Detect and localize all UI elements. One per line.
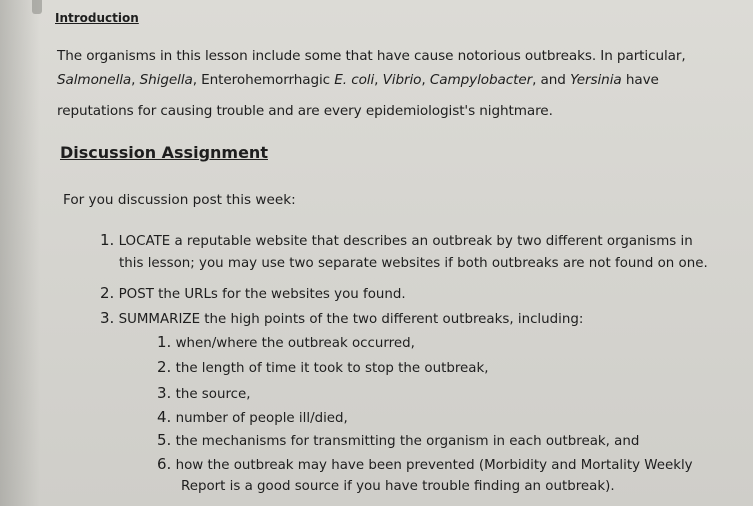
intro-tail: have (621, 72, 659, 88)
sublist-item (157, 384, 251, 402)
organism-salmonella: Salmonella (57, 72, 132, 88)
sublist-item (157, 408, 348, 426)
sublist-item (157, 333, 415, 351)
list-number: 3. (100, 309, 115, 327)
sublist-number: 2. (157, 358, 172, 376)
sublist-number: 4. (157, 408, 172, 426)
intro-line-3: reputations for causing trouble and are every epidemiologist's nightmare. (57, 103, 553, 119)
intro-separator: , (131, 72, 140, 88)
page-corner-shadow (32, 0, 42, 14)
intro-separator: , (374, 72, 383, 88)
organism-ecoli: E. coli (334, 72, 375, 88)
sublist-item-text: the length of time it took to stop the outbreak, (175, 361, 489, 376)
organism-campylobacter: Campylobacter (429, 72, 533, 88)
list-item-text: POST the URLs for the websites you found. (118, 287, 406, 302)
sublist-item (157, 455, 693, 473)
list-item-text: LOCATE a reputable website that describes an outbreak by two different organisms in (118, 234, 693, 249)
sublist-item-text: the source, (175, 387, 251, 402)
page-edge-shadow (0, 0, 40, 506)
list-item-continuation: this lesson; you may use two separate websites if both outbreaks are not found on one. (119, 256, 708, 271)
list-item-text: SUMMARIZE the high points of the two different outbreaks, including: (118, 312, 584, 327)
sublist-item-text: the mechanisms for transmitting the organism in each outbreak, and (175, 434, 640, 449)
sublist-number: 3. (157, 384, 172, 402)
sublist-number: 5. (157, 431, 172, 449)
list-item (100, 309, 583, 327)
sublist-item (157, 431, 639, 449)
intro-separator: , (421, 72, 430, 88)
intro-separator: , and (532, 72, 571, 88)
list-item (100, 231, 693, 249)
intro-line-2 (57, 72, 659, 88)
list-item (100, 284, 406, 302)
sublist-item-text: how the outbreak may have been prevented (Morbidity and Mortality Weekly (175, 458, 693, 473)
list-number: 2. (100, 284, 115, 302)
discussion-prompt: For you discussion post this week: (63, 192, 296, 208)
sublist-item-continuation: Report is a good source if you have trouble finding an outbreak). (181, 479, 615, 494)
discussion-heading: Discussion Assignment (60, 143, 268, 162)
sublist-item-text: when/where the outbreak occurred, (175, 336, 415, 351)
organism-yersinia: Yersinia (570, 72, 622, 88)
organism-shigella: Shigella (139, 72, 193, 88)
list-number: 1. (100, 231, 115, 249)
introduction-heading: Introduction (55, 11, 139, 25)
intro-line-1: The organisms in this lesson include some that have cause notorious outbreaks. In particular, (57, 48, 686, 64)
sublist-number: 6. (157, 455, 172, 473)
sublist-item (157, 358, 489, 376)
sublist-number: 1. (157, 333, 172, 351)
sublist-item-text: number of people ill/died, (175, 411, 348, 426)
organism-vibrio: Vibrio (382, 72, 422, 88)
intro-separator: , Enterohemorrhagic (192, 72, 335, 88)
